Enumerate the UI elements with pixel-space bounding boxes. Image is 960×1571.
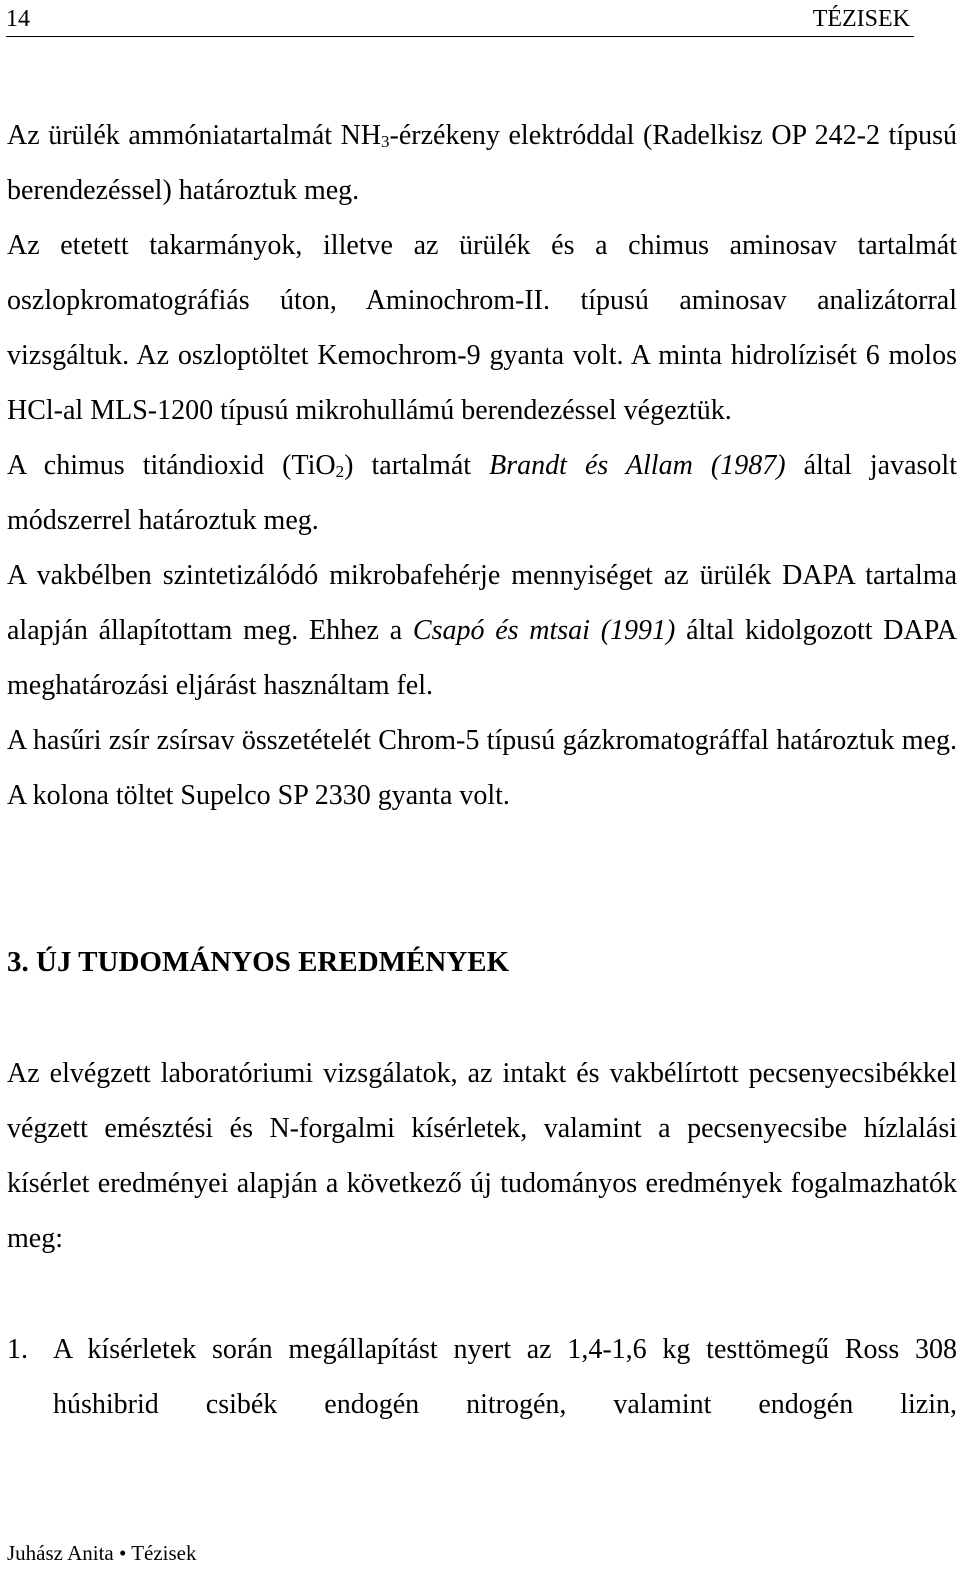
section-title: TÉZISEK xyxy=(812,6,910,32)
list-number: 1. xyxy=(7,1334,28,1365)
page-body xyxy=(7,108,957,1420)
paragraph-aminoacid: Az etetett takarmányok, illetve az ürülék és a chimus aminosav tartalmát oszlopkromatográfiás úton, Aminochrom-II. típusú aminosav analizátorral vizsgáltuk. Az oszloptöltet Kemochrom-9 gyanta volt. A minta hidrolízisét 6 molos HCl-al MLS-1200 típusú mikrohullámú berendezéssel végeztük. xyxy=(7,230,957,426)
list-text: A kísérletek során megállapítást nyert az 1,4-1,6 kg testtömegű Ross 308 húshibrid csibék endogén nitrogén, valamint endogén lizin, xyxy=(53,1334,957,1420)
citation-brandt: Brandt és Allam (1987) xyxy=(489,450,786,481)
section-heading: 3. ÚJ TUDOMÁNYOS EREDMÉNYEK xyxy=(7,946,510,978)
citation-csapo: Csapó és mtsai (1991) xyxy=(412,615,676,646)
page-number: 14 xyxy=(6,6,30,32)
paragraph-titanium: A chimus titándioxid (TiO$_2$) tartalmát Brandt és Allam (1987) által javasolt módszerrel határoztuk meg. xyxy=(7,450,957,536)
paragraph-fat: A hasűri zsír zsírsav összetételét Chrom-5 típusú gázkromatográffal határoztuk meg. A kolona töltet Supelco SP 2330 gyanta volt. xyxy=(7,725,957,811)
paragraph-dapa: A vakbélben szintetizálódó mikrobafehérje mennyiséget az ürülék DAPA tartalma alapján állapítottam meg. Ehhez a Csapó és mtsai (1991) által kidolgozott DAPA meghatározási eljárást használtam fel. xyxy=(7,560,957,701)
page-header xyxy=(6,4,914,37)
paragraph-intro: Az elvégzett laboratóriumi vizsgálatok, az intakt és vakbélírtott pecsenyecsibékkel végzett emésztési és N-forgalmi kísérletek, valamint a pecsenyecsibe hízlalási kísérlet eredményei alapján a következő új tudományos eredmények fogalmazhatók meg: xyxy=(7,1058,957,1254)
paragraph-ammonia: Az ürülék ammóniatartalmát $NH_3$-érzékeny elektróddal (Radelkisz OP 242-2 típusú berendezéssel) határoztuk meg. xyxy=(7,120,957,206)
page-footer: Juhász Anita • Tézisek xyxy=(7,1541,197,1565)
